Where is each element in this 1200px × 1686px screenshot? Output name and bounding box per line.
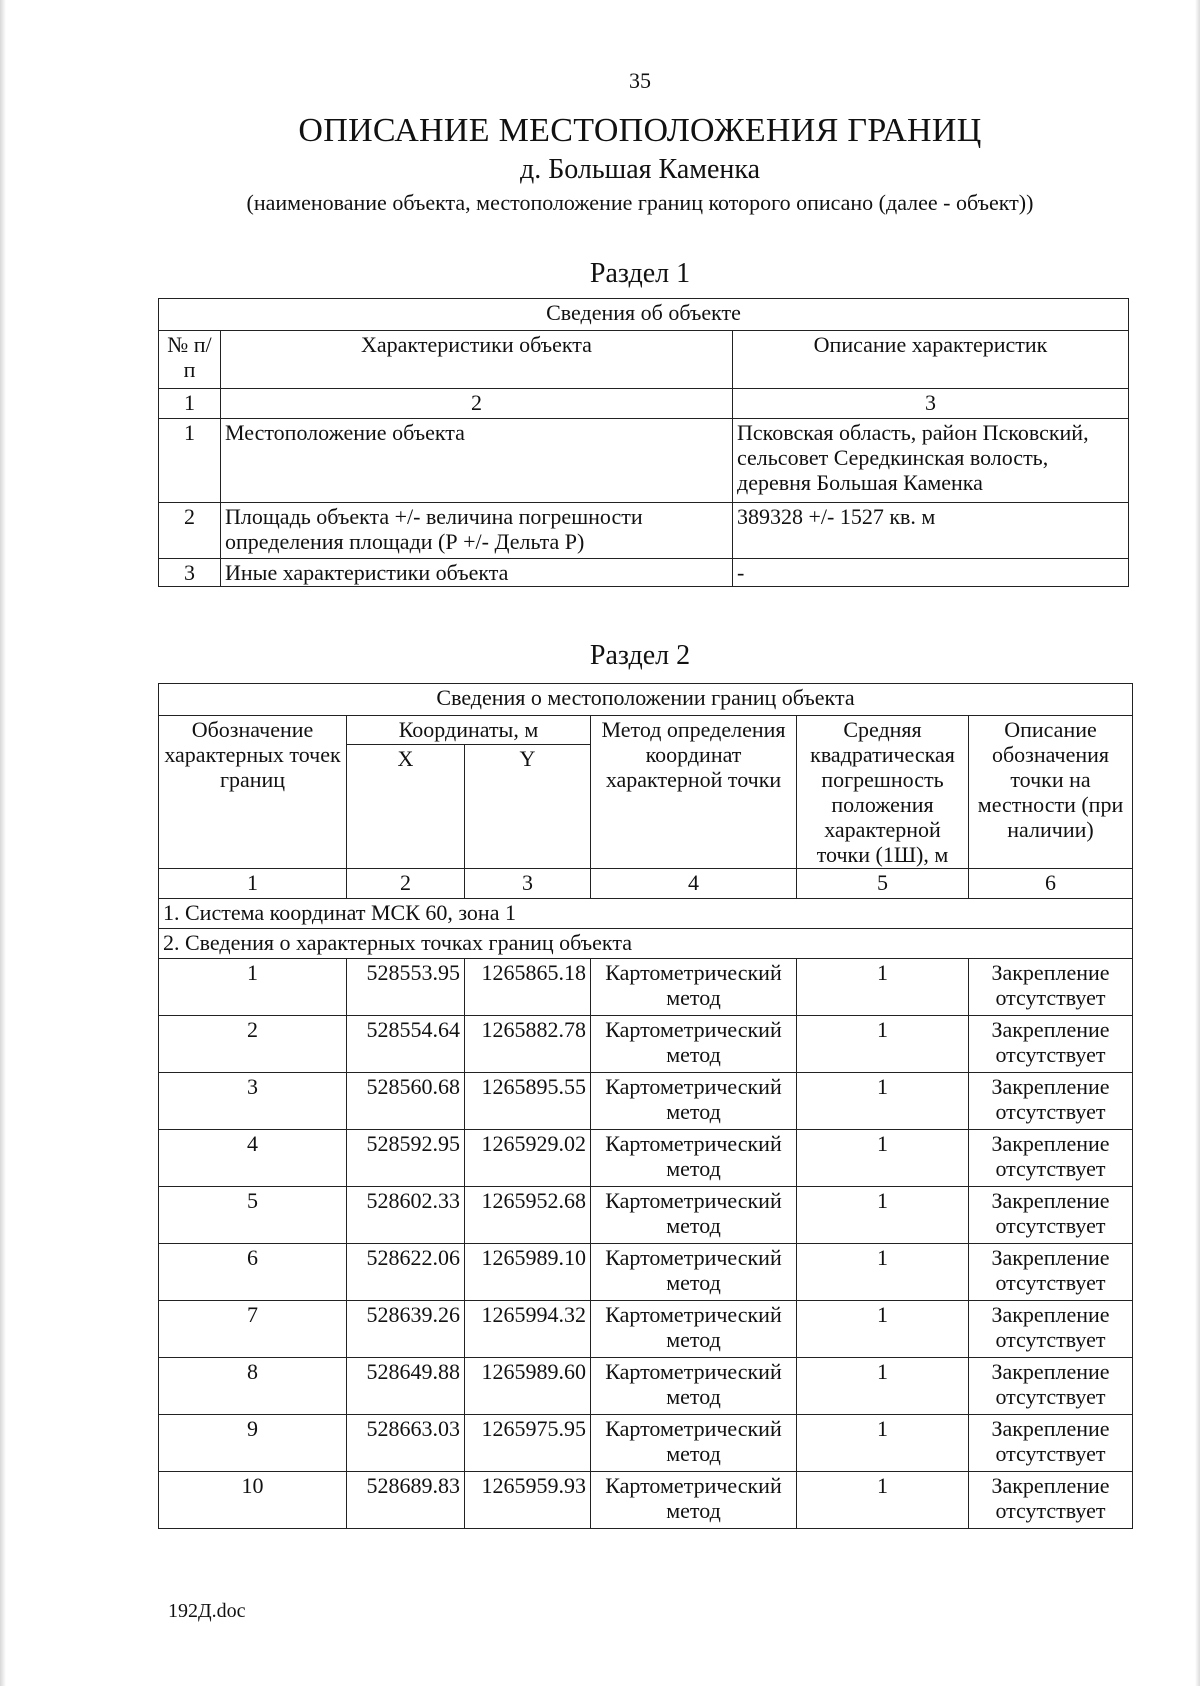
error-cell: 1 [797, 1301, 969, 1358]
coord-x: 528639.26 [347, 1301, 465, 1358]
column-number: 4 [591, 869, 797, 899]
method-cell: Картометрический метод [591, 1472, 797, 1529]
object-name: д. Большая Каменка [519, 154, 761, 185]
header-method: Метод определения координат характерной точки [591, 716, 797, 869]
coordinate-system: 1. Система координат МСК 60, зона 1 [159, 899, 1133, 929]
coord-x: 528553.95 [347, 959, 465, 1016]
column-number: 3 [733, 389, 1129, 419]
coord-y: 1265952.68 [465, 1187, 591, 1244]
coord-x: 528554.64 [347, 1016, 465, 1073]
header-characteristic: Характеристики объекта [221, 331, 733, 389]
method-cell: Картометрический метод [591, 1187, 797, 1244]
method-cell: Картометрический метод [591, 1415, 797, 1472]
error-cell: 1 [797, 1472, 969, 1529]
error-cell: 1 [797, 1244, 969, 1301]
coord-y: 1265989.10 [465, 1244, 591, 1301]
table-row [159, 559, 1129, 587]
object-info-table [158, 298, 1129, 587]
column-number: 2 [221, 389, 733, 419]
points-body [159, 959, 1133, 1529]
characteristic-name: Местоположение объекта [221, 419, 733, 503]
column-number: 5 [797, 869, 969, 899]
coord-x: 528560.68 [347, 1073, 465, 1130]
row-number: 3 [159, 559, 221, 587]
header-point-description: Описание обозначения точки на местности (при наличии) [969, 716, 1133, 869]
point-number: 1 [159, 959, 347, 1016]
table-row [159, 1244, 1133, 1301]
method-cell: Картометрический метод [591, 1130, 797, 1187]
table-title-row [159, 299, 1129, 331]
coord-x: 528649.88 [347, 1358, 465, 1415]
point-number: 4 [159, 1130, 347, 1187]
coord-x: 528663.03 [347, 1415, 465, 1472]
section-1-title: Раздел 1 [589, 258, 691, 289]
characteristic-value: 389328 +/- 1527 кв. м [733, 503, 1129, 559]
column-number: 2 [347, 869, 465, 899]
point-number: 2 [159, 1016, 347, 1073]
header-number: № п/п [159, 331, 221, 389]
object-caption: (наименование объекта, местоположение границ которого описано (далее - объект)) [246, 190, 1034, 215]
method-cell: Картометрический метод [591, 959, 797, 1016]
row-number: 1 [159, 419, 221, 503]
column-number: 1 [159, 389, 221, 419]
point-number: 5 [159, 1187, 347, 1244]
error-cell: 1 [797, 1187, 969, 1244]
column-number: 3 [465, 869, 591, 899]
header-coords: Координаты, м [347, 716, 591, 745]
coord-y: 1265895.55 [465, 1073, 591, 1130]
footer-filename: 192Д.doc [168, 1600, 246, 1622]
coord-x: 528602.33 [347, 1187, 465, 1244]
characteristic-value: Псковская область, район Псковский, сельсовет Середкинская волость, деревня Большая Каменка [733, 419, 1129, 503]
error-cell: 1 [797, 1415, 969, 1472]
method-cell: Картометрический метод [591, 1073, 797, 1130]
scan-edge-right [1195, 0, 1200, 1686]
table-row [159, 419, 1129, 503]
table-row [159, 1130, 1133, 1187]
table-row [159, 1073, 1133, 1130]
coord-y: 1265994.32 [465, 1301, 591, 1358]
coord-x: 528622.06 [347, 1244, 465, 1301]
method-cell: Картометрический метод [591, 1358, 797, 1415]
point-description: Закрепление отсутствует [969, 1472, 1133, 1529]
table-title-row [159, 684, 1133, 716]
table-row [159, 959, 1133, 1016]
point-number: 7 [159, 1301, 347, 1358]
coord-y: 1265865.18 [465, 959, 591, 1016]
error-cell: 1 [797, 1016, 969, 1073]
point-number: 3 [159, 1073, 347, 1130]
characteristic-name: Иные характеристики объекта [221, 559, 733, 587]
coord-y: 1265882.78 [465, 1016, 591, 1073]
header-x: X [347, 745, 465, 869]
column-number: 1 [159, 869, 347, 899]
point-description: Закрепление отсутствует [969, 1244, 1133, 1301]
coord-y: 1265959.93 [465, 1472, 591, 1529]
scan-edge-left [0, 0, 6, 1686]
document-title: ОПИСАНИЕ МЕСТОПОЛОЖЕНИЯ ГРАНИЦ [298, 112, 982, 149]
header-y: Y [465, 745, 591, 869]
column-number-row [159, 869, 1133, 899]
header-row [159, 331, 1129, 389]
point-description: Закрепление отсутствует [969, 1358, 1133, 1415]
table-row [159, 503, 1129, 559]
coord-y: 1265929.02 [465, 1130, 591, 1187]
coord-x: 528592.95 [347, 1130, 465, 1187]
table-title: Сведения об объекте [159, 299, 1129, 331]
coord-y: 1265975.95 [465, 1415, 591, 1472]
error-cell: 1 [797, 959, 969, 1016]
table-row [159, 1358, 1133, 1415]
table-row [159, 1301, 1133, 1358]
page-number: 35 [629, 68, 651, 93]
points-caption-row [159, 929, 1133, 959]
point-description: Закрепление отсутствует [969, 1301, 1133, 1358]
characteristic-name: Площадь объекта +/- величина погрешности определения площади (Р +/- Дельта Р) [221, 503, 733, 559]
error-cell: 1 [797, 1358, 969, 1415]
point-number: 8 [159, 1358, 347, 1415]
coord-x: 528689.83 [347, 1472, 465, 1529]
point-number: 6 [159, 1244, 347, 1301]
header-point: Обозначение характерных точек границ [159, 716, 347, 869]
point-number: 9 [159, 1415, 347, 1472]
boundary-points-table [158, 683, 1133, 1529]
method-cell: Картометрический метод [591, 1301, 797, 1358]
method-cell: Картометрический метод [591, 1244, 797, 1301]
point-description: Закрепление отсутствует [969, 1130, 1133, 1187]
coordinate-system-row [159, 899, 1133, 929]
coord-y: 1265989.60 [465, 1358, 591, 1415]
column-number: 6 [969, 869, 1133, 899]
header-error: Средняя квадратическая погрешность положения характерной точки (1Ш), м [797, 716, 969, 869]
error-cell: 1 [797, 1130, 969, 1187]
method-cell: Картометрический метод [591, 1016, 797, 1073]
point-description: Закрепление отсутствует [969, 1187, 1133, 1244]
column-number-row [159, 389, 1129, 419]
table-row [159, 1016, 1133, 1073]
characteristic-value: - [733, 559, 1129, 587]
points-caption: 2. Сведения о характерных точках границ объекта [159, 929, 1133, 959]
table-title: Сведения о местоположении границ объекта [159, 684, 1133, 716]
table-row [159, 1415, 1133, 1472]
error-cell: 1 [797, 1073, 969, 1130]
point-description: Закрепление отсутствует [969, 1415, 1133, 1472]
point-description: Закрепление отсутствует [969, 1016, 1133, 1073]
section-2-title: Раздел 2 [589, 640, 691, 671]
table-row [159, 1472, 1133, 1529]
row-number: 2 [159, 503, 221, 559]
point-description: Закрепление отсутствует [969, 959, 1133, 1016]
header-row [159, 716, 1133, 745]
point-description: Закрепление отсутствует [969, 1073, 1133, 1130]
header-description: Описание характеристик [733, 331, 1129, 389]
table-row [159, 1187, 1133, 1244]
point-number: 10 [159, 1472, 347, 1529]
